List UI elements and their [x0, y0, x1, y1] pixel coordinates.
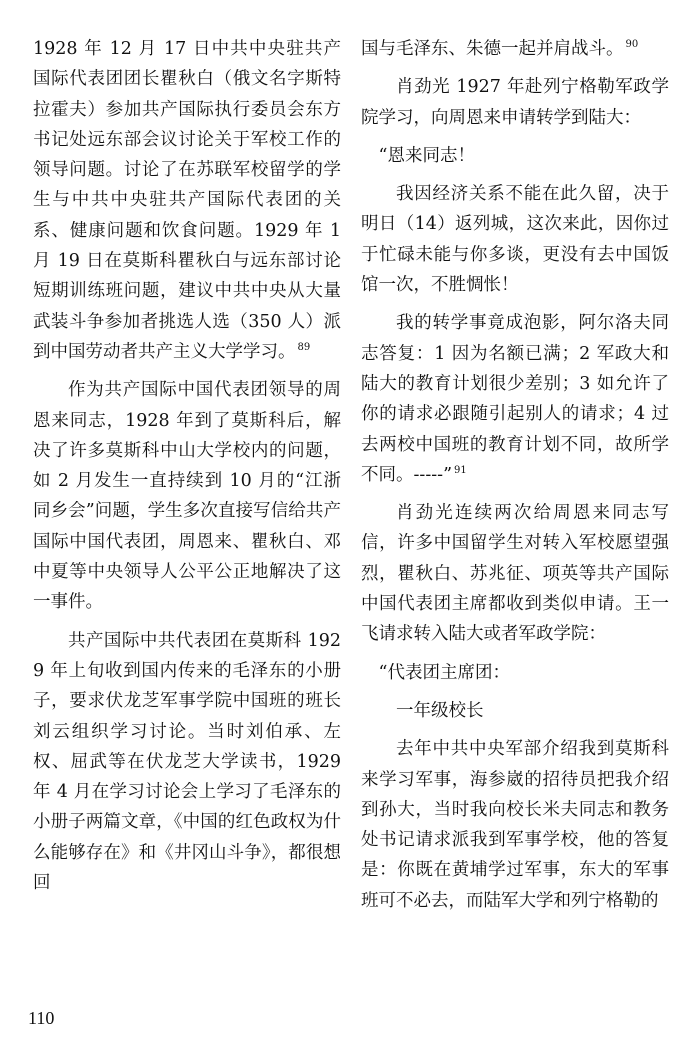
- letter-salutation: [361, 141, 669, 171]
- paragraph-wang-yifei: [361, 498, 669, 649]
- letter2-body: [361, 734, 669, 916]
- left-column: [33, 34, 341, 906]
- footnote-ref-91: 91: [454, 464, 467, 476]
- paragraph-continuation: [361, 34, 669, 64]
- paragraph-1928-meeting: [33, 34, 341, 367]
- paragraph-text: 作为共产国际中国代表团领导的周恩来同志，1928 年到了莫斯科后，解决了许多莫斯科中山大学校内的问题，如 2 月发生一直持续到 10 月的“江浙同乡会”问题，学生多次直接写信给共产国际中国代表团，周恩来、瞿秋白、邓中夏等中央领导人公平公正地解决了这一事件。: [33, 380, 341, 613]
- paragraph-zhou-enlai: [33, 375, 341, 617]
- letter2-addressee: [361, 696, 669, 726]
- paragraph-text: “代表团主席团：: [378, 662, 510, 683]
- footnote-ref-90: 90: [625, 39, 639, 50]
- paragraph-text: 国与毛泽东、朱德一起并肩战斗。: [361, 39, 624, 59]
- paragraph-text: 1928 年 12 月 17 日中共中央驻共产国际代表团团长瞿秋白（俄文名字斯特拉霍夫）参加共产国际执行委员会东方书记处远东部会议讨论关于军校工作的领导问题。讨论了在苏联军校留学的学生与中共中央驻共产国际代表团的关系、健康问题和饮食问题。1929 年 1 月 19 日在莫斯科瞿秋白与远东部讨论短期训练班问题，建议中共中央从大量武装斗争参加者挑选人选（350 人）派到中国劳动者共产主义大学学习。: [33, 39, 341, 362]
- paragraph-text: 共产国际中共代表团在莫斯科 1929 年上旬收到国内传来的毛泽东的小册子，要求伏龙芝军事学院中国班的班长刘云组织学习讨论。当时刘伯承、左权、屈武等在伏龙芝大学读书，1929 年 4 月在学习讨论会上学习了毛泽东的小册子两篇文章，《中国的红色政权为什么能够存在》和《井冈山斗争》，都很想回: [33, 630, 341, 894]
- paragraph-text: 肖劲光连续两次给周恩来同志写信，许多中国留学生对转入军校愿望强烈，瞿秋白、苏兆征、项英等共产国际中国代表团主席都收到类似申请。王一飞请求转入陆大或者军政学院：: [361, 503, 669, 645]
- paragraph-text: “恩来同志！: [378, 145, 475, 166]
- letter-body-2: [361, 308, 669, 490]
- page-number: 110: [28, 1008, 55, 1028]
- paragraph-text: 去年中共中央军部介绍我到莫斯科来学习军事，海参崴的招待员把我介绍到孙大，当时我向校长米夫同志和教务处书记请求派我到军事学校，他的答复是：你既在黄埔学过军事，东大的军事班可不必去，而陆军大学和列宁格勒的: [361, 739, 669, 911]
- paragraph-xiao-jinguang: [361, 72, 669, 133]
- paragraph-text: 我因经济关系不能在此久留，决于明日（14）返列城，这次来此，因你过于忙碌未能与你多谈，更没有去中国饭馆一次，不胜惆怅！: [361, 184, 669, 296]
- right-column: [361, 34, 669, 924]
- paragraph-mao-pamphlet: [33, 626, 341, 899]
- letter-body-1: [361, 179, 669, 300]
- paragraph-text: 我的转学事竟成泡影，阿尔洛夫同志答复：1 因为名额已满；2 军政大和陆大的教育计划很少差别；3 如允许了你的请求必跟随引起别人的请求；4 过去两校中国班的教育计划不同，故所学不同。-----”: [361, 313, 669, 485]
- letter2-salutation: [361, 658, 669, 688]
- paragraph-text: 肖劲光 1927 年赴列宁格勒军政学院学习，向周恩来申请转学到陆大：: [361, 77, 669, 128]
- footnote-ref-89: 89: [297, 341, 311, 353]
- paragraph-text: 一年级校长: [396, 700, 484, 721]
